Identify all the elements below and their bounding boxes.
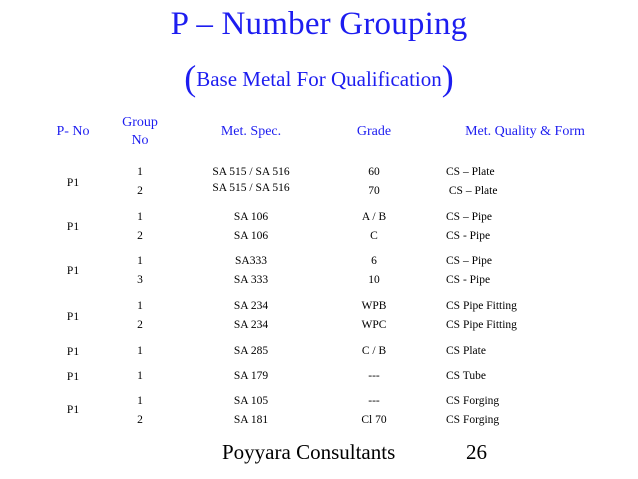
header-group-line1: Group bbox=[122, 115, 158, 130]
row-spec: SA 234 bbox=[233, 319, 269, 331]
row-spec: SA 179 bbox=[233, 370, 269, 382]
row-grade: A / B bbox=[361, 211, 387, 223]
row-group: 2 bbox=[137, 230, 143, 242]
row-pno: P1 bbox=[66, 404, 80, 416]
row-group: 2 bbox=[137, 414, 143, 426]
row-grade: --- bbox=[368, 370, 380, 382]
row-quality: CS Pipe Fitting bbox=[446, 300, 517, 312]
page-title: P – Number Grouping bbox=[170, 6, 468, 42]
row-group: 1 bbox=[137, 370, 143, 382]
row-spec: SA333 bbox=[235, 255, 267, 267]
row-grade: WPB bbox=[361, 300, 387, 312]
row-quality: CS - Pipe bbox=[446, 230, 491, 242]
row-pno: P1 bbox=[66, 221, 80, 233]
row-grade: 70 bbox=[368, 185, 380, 197]
row-quality: CS Forging bbox=[446, 414, 500, 426]
row-quality: CS Plate bbox=[446, 345, 486, 357]
row-quality: CS – Plate bbox=[446, 166, 495, 178]
row-quality: CS – Plate bbox=[446, 185, 498, 197]
subtitle-open-paren: ( bbox=[184, 58, 197, 98]
row-grade: C bbox=[370, 230, 378, 242]
row-group: 2 bbox=[137, 319, 143, 331]
row-group: 2 bbox=[137, 185, 143, 197]
header-grade: Grade bbox=[356, 124, 392, 139]
row-group: 1 bbox=[137, 211, 143, 223]
subtitle-text: Base Metal For Qualification bbox=[196, 67, 442, 91]
row-grade: 10 bbox=[368, 274, 380, 286]
row-grade: WPC bbox=[361, 319, 387, 331]
row-grade: 60 bbox=[368, 166, 380, 178]
row-spec: SA 515 / SA 516 bbox=[212, 182, 290, 194]
header-pno: P- No bbox=[56, 124, 90, 139]
subtitle-close-paren: ) bbox=[441, 58, 454, 98]
row-quality: CS Pipe Fitting bbox=[446, 319, 517, 331]
header-group-line2: No bbox=[131, 133, 149, 148]
row-quality: CS Forging bbox=[446, 395, 500, 407]
row-group: 1 bbox=[137, 345, 143, 357]
row-group: 3 bbox=[137, 274, 143, 286]
row-quality: CS Tube bbox=[446, 370, 486, 382]
row-pno: P1 bbox=[66, 311, 80, 323]
row-spec: SA 333 bbox=[233, 274, 269, 286]
footer-company: Poyyara Consultants bbox=[222, 440, 396, 464]
row-quality: CS – Pipe bbox=[446, 211, 493, 223]
row-group: 1 bbox=[137, 300, 143, 312]
row-pno: P1 bbox=[66, 346, 80, 358]
header-group bbox=[118, 114, 162, 150]
row-grade: --- bbox=[368, 395, 380, 407]
row-group: 1 bbox=[137, 255, 143, 267]
row-spec: SA 515 / SA 516 bbox=[212, 166, 290, 178]
row-pno: P1 bbox=[66, 177, 80, 189]
row-spec: SA 181 bbox=[233, 414, 269, 426]
row-spec: SA 105 bbox=[233, 395, 269, 407]
page-subtitle bbox=[0, 57, 638, 99]
row-spec: SA 106 bbox=[233, 230, 269, 242]
row-quality: CS - Pipe bbox=[446, 274, 491, 286]
row-grade: 6 bbox=[371, 255, 377, 267]
row-quality: CS – Pipe bbox=[446, 255, 493, 267]
row-spec: SA 234 bbox=[233, 300, 269, 312]
footer-page-number: 26 bbox=[466, 440, 487, 464]
row-grade: Cl 70 bbox=[361, 414, 387, 426]
header-quality: Met. Quality & Form bbox=[465, 124, 585, 139]
row-grade: C / B bbox=[361, 345, 387, 357]
row-spec: SA 285 bbox=[233, 345, 269, 357]
row-group: 1 bbox=[137, 395, 143, 407]
header-spec: Met. Spec. bbox=[220, 124, 282, 139]
row-spec: SA 106 bbox=[233, 211, 269, 223]
row-pno: P1 bbox=[66, 371, 80, 383]
row-pno: P1 bbox=[66, 265, 80, 277]
row-group: 1 bbox=[137, 166, 143, 178]
